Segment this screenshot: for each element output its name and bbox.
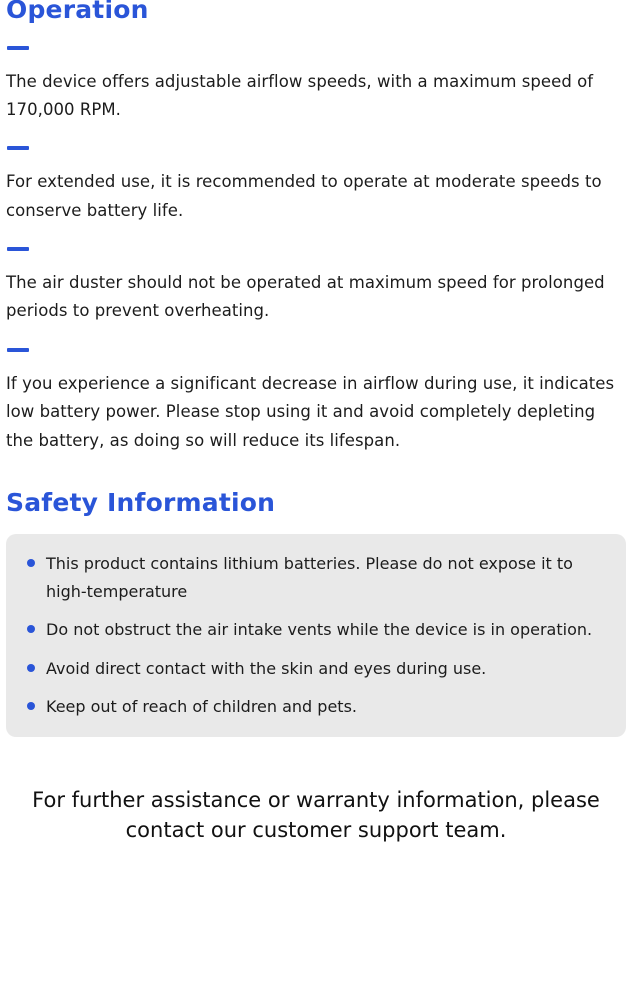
bullet-icon — [27, 664, 35, 672]
safety-item-text: This product contains lithium batteries. Please do not expose it to high-temperature — [46, 554, 573, 601]
safety-section-title: Safety Information — [6, 487, 276, 517]
safety-item-text: Do not obstruct the air intake vents while the device is in operation. — [46, 620, 593, 640]
list-item — [18, 693, 608, 721]
bullet-icon — [27, 702, 35, 710]
bullet-icon — [27, 559, 35, 567]
footer-support-note: For further assistance or warranty information, please contact our customer support team. — [32, 787, 600, 843]
safety-item-text: Keep out of reach of children and pets. — [46, 697, 357, 717]
operation-paragraph-1: The device offers adjustable airflow speeds, with a maximum speed of 170,000 RPM. — [6, 71, 594, 119]
safety-information-box — [6, 534, 626, 737]
bullet-icon — [27, 625, 35, 633]
divider-dash-4 — [7, 348, 29, 352]
list-item — [18, 655, 608, 683]
safety-list — [18, 550, 608, 721]
safety-item-text: Avoid direct contact with the skin and eyes during use. — [46, 658, 487, 678]
list-item — [18, 616, 608, 644]
operation-paragraph-2: For extended use, it is recommended to operate at moderate speeds to conserve battery life. — [6, 172, 602, 220]
divider-dash-1 — [7, 46, 29, 50]
divider-dash-2 — [7, 146, 29, 150]
operation-section-title: Operation — [6, 0, 149, 24]
divider-dash-3 — [7, 247, 29, 251]
operation-paragraph-4: If you experience a significant decrease in airflow during use, it indicates low battery power. Please stop using it and avoid completely depleting the battery, as doing so will reduce its lifespan. — [6, 373, 615, 450]
list-item — [18, 550, 608, 605]
operation-paragraph-3: The air duster should not be operated at maximum speed for prolonged periods to prevent overheating. — [6, 273, 605, 321]
